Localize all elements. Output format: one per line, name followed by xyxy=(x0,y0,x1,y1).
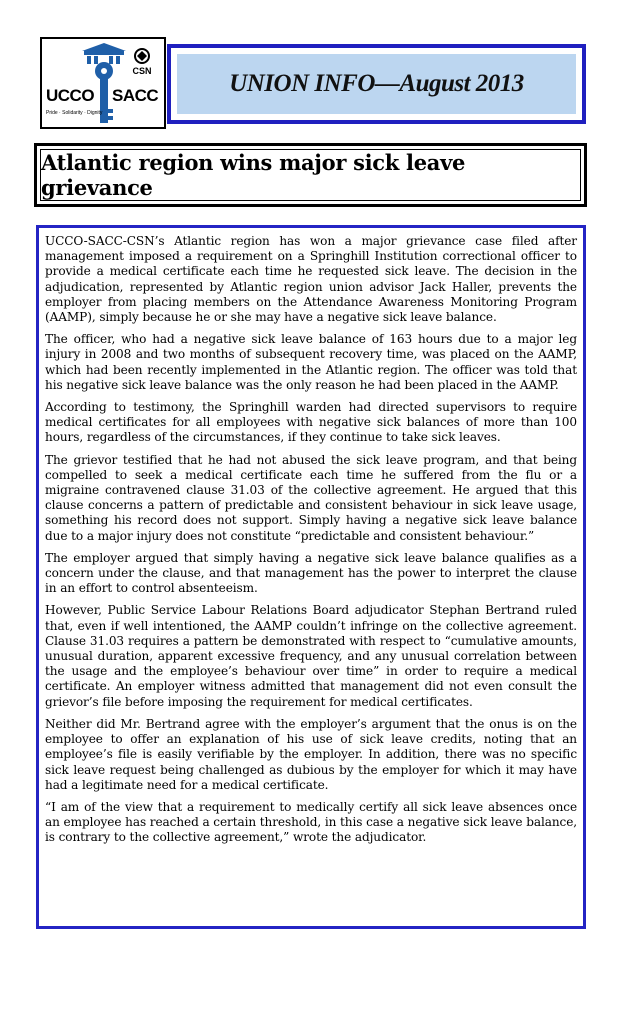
logo-roof-icon xyxy=(82,43,126,51)
article-paragraph: UCCO-SACC-CSN’s Atlantic region has won a major grievance case filed after management imposed a requirement on a Springhill Institution correctional officer to provide a medical certificate each time he requested sick leave. The decision in the adjudication, represented by Atlantic region union advisor Jack Haller, prevents the employer from placing members on the Attendance Awareness Monitoring Program (AAMP), simply because he or she may have a negative sick leave balance. xyxy=(45,234,577,325)
key-hole xyxy=(101,68,107,74)
article-headline: Atlantic region wins major sick leave grievance xyxy=(41,150,466,200)
logo-column xyxy=(94,56,98,64)
logo-right-text: SACC xyxy=(112,86,159,105)
key-tooth xyxy=(108,109,113,113)
article-paragraph: According to testimony, the Springhill warden had directed supervisors to require medical certificates for all employees with negative sick balances of more than 100 hours, regardless of the circumstances, if they continue to take sick leaves. xyxy=(45,400,577,445)
article-body xyxy=(36,225,586,929)
union-logo xyxy=(40,37,166,129)
article-paragraph: The grievor testified that he had not abused the sick leave program, and that being compelled to seek a medical certificate each time he suffered from the flu or a migraine contravened clause 31.03 of the collective agreement. He argued that this clause concerns a pattern of predictable and consistent behaviour in sick leave usage, something his record does not support. Simply having a negative sick leave balance due to a major injury does not constitute “predictable and consistent behaviour.” xyxy=(45,452,577,543)
headline-inner-frame xyxy=(40,149,581,201)
logo-tagline: Pride · Solidarity · Dignity xyxy=(46,110,103,116)
key-tooth xyxy=(108,116,113,120)
logo-graphic xyxy=(42,39,164,127)
logo-left-text: UCCO xyxy=(46,86,95,105)
banner-title: UNION INFO—August 2013 xyxy=(229,70,524,97)
logo-roof-beam xyxy=(84,51,124,55)
article-paragraph: The employer argued that simply having a negative sick leave balance qualifies as a concern under the clause, and that management has the power to interpret the clause in an effort to control absenteeism. xyxy=(45,550,577,596)
csn-emblem-mark xyxy=(137,51,147,61)
newsletter-banner xyxy=(167,44,586,124)
logo-csn-text: CSN xyxy=(132,66,152,76)
article-paragraph: Neither did Mr. Bertrand agree with the employer’s argument that the onus is on the employee to offer an explanation of his use of sick leave credits, noting that an employee’s file is easily verifiable by the employer. In addition, there was no specific sick leave request being challenged as dubious by the employer for which it may have had a legitimate need for a medical certificate. xyxy=(45,716,577,792)
article-headline-box xyxy=(34,143,587,207)
logo-column xyxy=(87,56,91,64)
article-paragraph: The officer, who had a negative sick leave balance of 163 hours due to a major leg injury in 2008 and two months of subsequent recovery time, was placed on the AAMP, which had been recently implemented in the Atlantic region. The officer was told that his negative sick leave balance was the only reason he had been placed in the AAMP. xyxy=(45,332,577,392)
logo-column xyxy=(116,56,120,64)
banner-fill xyxy=(177,54,576,114)
key-shaft xyxy=(100,79,108,123)
logo-column xyxy=(109,56,113,64)
article-paragraph: “I am of the view that a requirement to medically certify all sick leave absences once an employee has reached a certain threshold, in this case a negative sick leave balance, is contrary to the collective agreement,” wrote the adjudicator. xyxy=(45,799,578,845)
article-paragraph: However, Public Service Labour Relations Board adjudicator Stephan Bertrand ruled that, even if well intentioned, the AAMP couldn’t infringe on the collective agreement. Clause 31.03 requires a pattern be demonstrated with respect to “cumulative amounts, unusual duration, apparent excessive frequency, and any unusual correlation between the usage and the employee’s behaviour over time” in order to require a medical certificate. An employer witness admitted that management did not even consult the grievor’s file before imposing the requirement for medical certificates. xyxy=(45,603,577,709)
